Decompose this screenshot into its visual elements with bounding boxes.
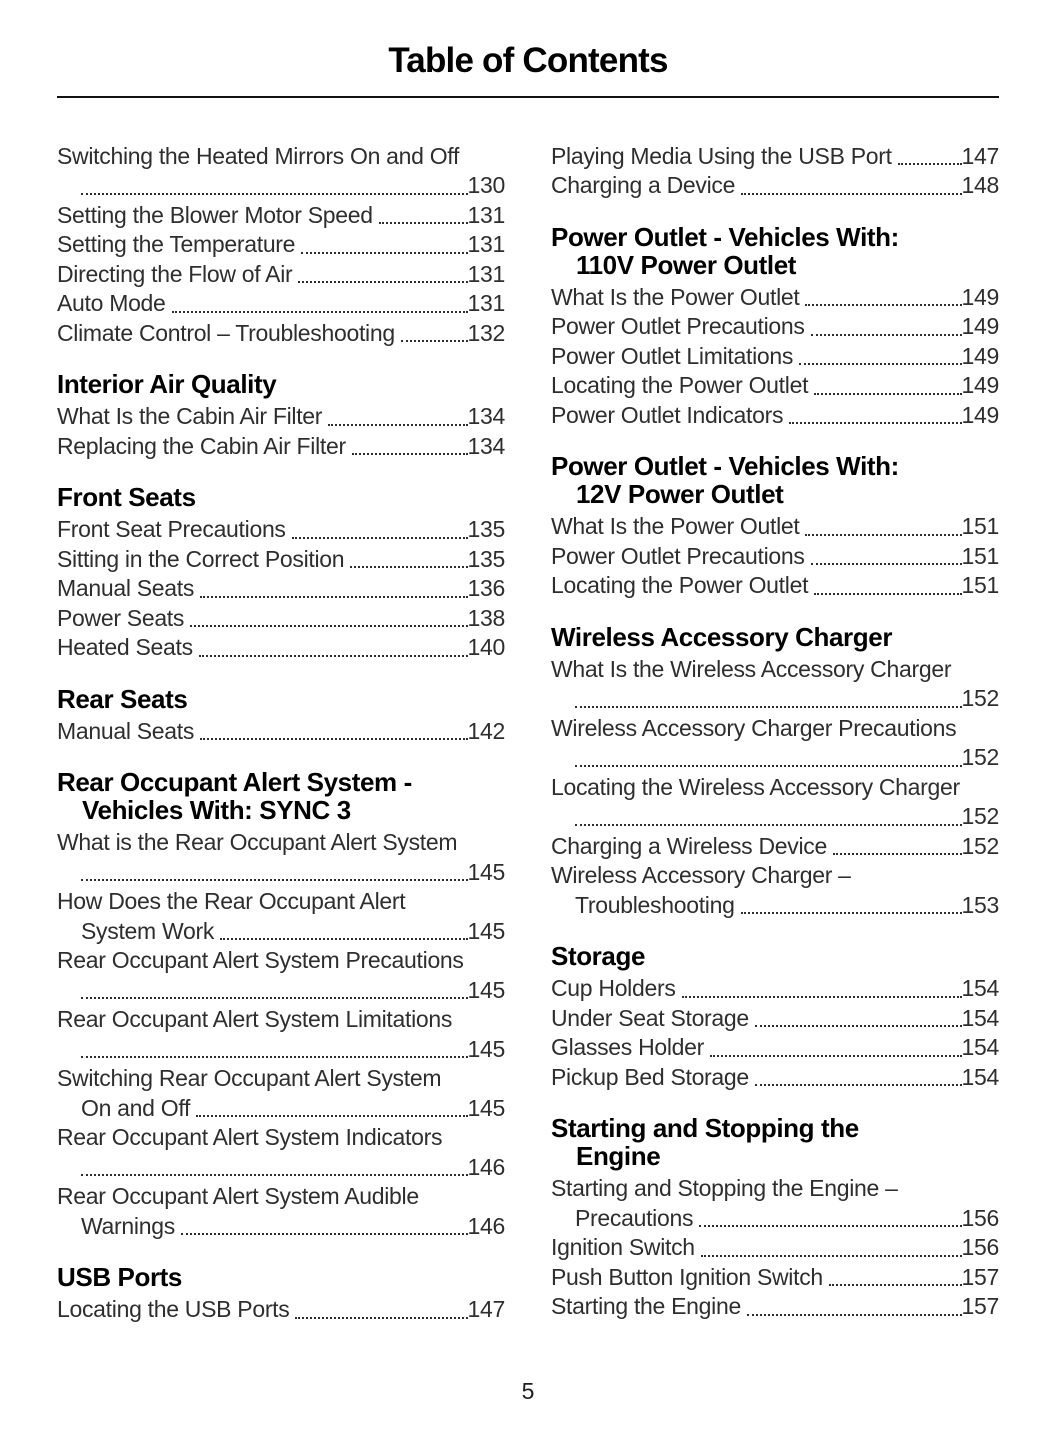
entry-leader-row	[57, 633, 505, 663]
dot-leader	[81, 879, 468, 881]
entry-leader-row	[57, 574, 505, 604]
toc-entry	[57, 201, 505, 231]
header-divider	[57, 96, 999, 98]
entry-page-number: 135	[467, 516, 505, 542]
toc-entry	[57, 545, 505, 575]
entry-title: Power Outlet Precautions	[551, 542, 805, 569]
entry-page-number: 147	[467, 1296, 505, 1322]
entry-leader-row	[57, 1212, 505, 1242]
section-heading-line: Interior Air Quality	[57, 369, 277, 399]
dot-leader	[200, 738, 467, 740]
entry-page-number: 154	[961, 1004, 999, 1031]
entry-title: Manual Seats	[57, 575, 195, 601]
toc-entry	[57, 1295, 505, 1325]
toc-entry	[57, 1182, 505, 1241]
dot-leader	[295, 1317, 467, 1319]
entry-page-number: 152	[961, 832, 999, 859]
entry-leader-row	[57, 230, 505, 260]
entry-title: Starting the Engine	[551, 1293, 741, 1319]
dot-leader	[328, 424, 467, 426]
entry-title: Under Seat Storage	[551, 1004, 749, 1031]
section-heading-line: Power Outlet - Vehicles With:	[551, 221, 899, 252]
entry-page-number: 145	[467, 917, 505, 944]
entry-page-number: 131	[467, 201, 505, 228]
section-heading	[551, 1114, 999, 1170]
toc-entry	[57, 1064, 505, 1123]
toc-entry	[551, 1292, 999, 1322]
dot-leader	[755, 1084, 962, 1086]
dot-leader	[298, 281, 467, 283]
entry-leader-row	[551, 371, 999, 401]
entry-title: Sitting in the Correct Position	[57, 545, 345, 572]
entry-leader-row	[551, 832, 999, 862]
entry-page-number: 131	[467, 290, 505, 316]
entry-title-line: Rear Occupant Alert System Indicators	[57, 1124, 443, 1150]
entry-leader-row	[57, 1094, 505, 1124]
toc-entry	[551, 342, 999, 372]
toc-entry	[57, 260, 505, 290]
entry-title: Locating the Power Outlet	[551, 572, 809, 598]
entry-page-number: 130	[467, 172, 505, 198]
toc-entry	[551, 1063, 999, 1093]
toc-entry	[57, 230, 505, 260]
entry-page-number: 134	[467, 432, 505, 459]
entry-leader-row	[551, 1204, 999, 1234]
entry-page-number: 157	[961, 1293, 999, 1319]
entry-page-number: 152	[961, 685, 999, 711]
entry-leader-row	[57, 717, 505, 747]
entry-page-number: 145	[467, 1094, 505, 1121]
entry-title: Warnings	[81, 1212, 175, 1239]
entry-page-number: 156	[961, 1234, 999, 1260]
section-heading-line: 12V Power Outlet	[576, 479, 784, 509]
entry-leader-row	[57, 319, 505, 349]
dot-leader	[196, 1115, 467, 1117]
dot-leader	[181, 1233, 468, 1235]
toc-section	[551, 623, 999, 921]
entry-leader-row	[57, 289, 505, 319]
toc-entry	[551, 1004, 999, 1034]
toc-section	[551, 223, 999, 431]
section-heading-line: Front Seats	[57, 482, 196, 512]
dot-leader	[575, 765, 962, 767]
entry-title: What Is the Cabin Air Filter	[57, 403, 323, 429]
entry-title-line: How Does the Rear Occupant Alert	[57, 888, 406, 914]
toc-section	[551, 942, 999, 1092]
dot-leader	[379, 222, 468, 224]
entry-title: Pickup Bed Storage	[551, 1063, 749, 1090]
entry-title: Push Button Ignition Switch	[551, 1263, 823, 1290]
dot-leader	[81, 193, 468, 195]
entry-leader-row	[551, 1263, 999, 1293]
section-heading-line: Engine	[576, 1141, 661, 1171]
entry-leader-row	[551, 1233, 999, 1263]
entry-title: Ignition Switch	[551, 1234, 695, 1260]
dot-leader	[814, 393, 961, 395]
toc-entry	[551, 401, 999, 431]
toc-column-1	[57, 142, 505, 1325]
toc-entry	[551, 1174, 999, 1233]
entry-title: Cup Holders	[551, 975, 676, 1001]
entry-page-number: 151	[961, 513, 999, 539]
dot-leader	[81, 1056, 468, 1058]
section-heading	[551, 452, 999, 508]
entry-title: Glasses Holder	[551, 1034, 705, 1060]
toc-entry	[551, 714, 999, 773]
toc-entry	[57, 717, 505, 747]
entry-leader-row	[57, 545, 505, 575]
section-heading	[57, 370, 505, 398]
toc-entry	[57, 1123, 505, 1182]
entry-title: On and Off	[81, 1094, 191, 1121]
entry-title-line: Rear Occupant Alert System Audible	[57, 1183, 419, 1209]
dot-leader	[833, 853, 962, 855]
dot-leader	[814, 593, 961, 595]
entry-page-number: 157	[961, 1263, 999, 1290]
entry-leader-row	[551, 171, 999, 201]
dot-leader	[755, 1025, 962, 1027]
toc-section	[57, 370, 505, 461]
entry-leader-row	[57, 976, 505, 1006]
toc-entry	[551, 861, 999, 920]
entry-leader-row	[551, 1004, 999, 1034]
toc-entry	[551, 655, 999, 714]
dot-leader	[811, 334, 962, 336]
entry-leader-row	[551, 571, 999, 601]
entry-title: Charging a Device	[551, 172, 736, 198]
entry-page-number: 134	[467, 403, 505, 429]
entry-page-number: 145	[467, 976, 505, 1003]
toc-entry	[57, 574, 505, 604]
entry-leader-row	[57, 1153, 505, 1183]
entry-leader-row	[551, 743, 999, 773]
entry-page-number: 152	[961, 744, 999, 770]
section-heading	[57, 768, 505, 824]
section-heading	[551, 623, 999, 651]
toc-section	[57, 1263, 505, 1325]
entry-leader-row	[57, 917, 505, 947]
dot-leader	[401, 340, 468, 342]
entry-title-line: Wireless Accessory Charger Precautions	[551, 714, 957, 741]
page-header	[0, 0, 1056, 81]
dot-leader	[898, 163, 962, 165]
entry-title: Locating the USB Ports	[57, 1296, 290, 1322]
toc-entry	[57, 604, 505, 634]
toc-section	[57, 685, 505, 747]
section-heading-line: 110V Power Outlet	[576, 249, 797, 280]
entry-leader-row	[551, 1063, 999, 1093]
entry-leader-row	[551, 401, 999, 431]
entry-page-number: 149	[961, 342, 999, 369]
entry-page-number: 148	[961, 172, 999, 198]
entry-page-number: 156	[961, 1204, 999, 1231]
dot-leader	[789, 422, 961, 424]
entry-title: Climate Control – Troubleshooting	[57, 319, 395, 346]
toc-entry	[551, 773, 999, 832]
entry-leader-row	[551, 1033, 999, 1063]
toc-column-2	[551, 142, 999, 1325]
section-heading-line: USB Ports	[57, 1262, 182, 1292]
dot-leader	[301, 252, 467, 254]
entry-page-number: 149	[961, 401, 999, 428]
entry-page-number: 135	[467, 545, 505, 572]
dot-leader	[200, 596, 467, 598]
entry-leader-row	[551, 342, 999, 372]
dot-leader	[352, 453, 468, 455]
entry-page-number: 140	[467, 634, 505, 660]
dot-leader	[805, 534, 961, 536]
entry-title-line: Switching Rear Occupant Alert System	[57, 1065, 442, 1091]
toc-entry	[551, 142, 999, 172]
entry-page-number: 145	[467, 1035, 505, 1062]
section-heading	[551, 942, 999, 970]
section-heading	[57, 483, 505, 511]
entry-title: What Is the Power Outlet	[551, 513, 800, 539]
entry-page-number: 145	[467, 858, 505, 885]
entry-page-number: 152	[961, 803, 999, 829]
toc-section	[551, 142, 999, 201]
section-heading-line: Vehicles With: SYNC 3	[82, 795, 351, 825]
entry-leader-row	[551, 802, 999, 832]
entry-page-number: 147	[961, 142, 999, 169]
entry-title: Setting the Blower Motor Speed	[57, 201, 373, 228]
toc-entry	[57, 887, 505, 946]
dot-leader	[741, 912, 962, 914]
entry-page-number: 154	[961, 975, 999, 1001]
entry-title: Power Outlet Limitations	[551, 342, 794, 369]
toc-section	[551, 452, 999, 601]
toc-content	[0, 142, 1056, 1325]
toc-entry	[57, 633, 505, 663]
toc-section	[57, 483, 505, 663]
entry-title: Playing Media Using the USB Port	[551, 142, 892, 169]
dot-leader	[710, 1055, 961, 1057]
toc-entry	[551, 1263, 999, 1293]
entry-title: Power Seats	[57, 604, 185, 631]
entry-title-line: What is the Rear Occupant Alert System	[57, 829, 458, 855]
entry-leader-row	[57, 432, 505, 462]
dot-leader	[829, 1284, 962, 1286]
section-heading-line: Rear Occupant Alert System -	[57, 767, 412, 797]
toc-entry	[551, 974, 999, 1004]
toc-section	[551, 1114, 999, 1322]
entry-title: Precautions	[575, 1204, 694, 1231]
dot-leader	[799, 363, 961, 365]
dot-leader	[190, 625, 467, 627]
toc-entry	[551, 312, 999, 342]
dot-leader	[575, 824, 962, 826]
dot-leader	[81, 997, 468, 999]
entry-title-line: Wireless Accessory Charger –	[551, 862, 851, 888]
section-heading	[57, 1263, 505, 1291]
toc-entry	[551, 1033, 999, 1063]
toc-entry	[57, 946, 505, 1005]
entry-title: Troubleshooting	[575, 891, 735, 918]
entry-page-number: 149	[961, 313, 999, 339]
toc-entry	[551, 832, 999, 862]
toc-section	[57, 768, 505, 1241]
entry-page-number: 138	[467, 604, 505, 631]
section-heading	[551, 223, 999, 279]
dot-leader	[172, 311, 468, 313]
entry-leader-row	[551, 312, 999, 342]
entry-title: Power Outlet Precautions	[551, 313, 805, 339]
entry-title: Manual Seats	[57, 717, 195, 744]
entry-leader-row	[551, 512, 999, 542]
dot-leader	[741, 193, 961, 195]
dot-leader	[220, 938, 468, 940]
entry-title-line: Switching the Heated Mirrors On and Off	[57, 142, 460, 169]
entry-page-number: 132	[467, 319, 505, 346]
toc-entry	[57, 515, 505, 545]
entry-leader-row	[551, 142, 999, 172]
page-title: Table of Contents	[388, 41, 668, 80]
entry-title: Locating the Power Outlet	[551, 372, 809, 398]
entry-page-number: 154	[961, 1063, 999, 1090]
entry-title: Power Outlet Indicators	[551, 401, 784, 428]
footer-page-number: 5	[521, 1378, 535, 1404]
toc-entry	[551, 542, 999, 572]
entry-title-line: Rear Occupant Alert System Precautions	[57, 947, 464, 973]
entry-page-number: 146	[467, 1212, 505, 1239]
toc-entry	[57, 289, 505, 319]
toc-entry	[551, 512, 999, 542]
dot-leader	[575, 706, 962, 708]
section-heading	[57, 685, 505, 713]
entry-page-number: 151	[961, 572, 999, 598]
entry-title: Heated Seats	[57, 634, 193, 660]
entry-leader-row	[551, 283, 999, 313]
entry-leader-row	[57, 604, 505, 634]
entry-leader-row	[57, 201, 505, 231]
toc-entry	[57, 432, 505, 462]
entry-leader-row	[57, 402, 505, 432]
toc-section	[57, 142, 505, 349]
section-heading-line: Rear Seats	[57, 683, 188, 714]
dot-leader	[747, 1314, 962, 1316]
entry-page-number: 136	[467, 575, 505, 601]
dot-leader	[81, 1174, 468, 1176]
entry-title: Front Seat Precautions	[57, 516, 286, 542]
dot-leader	[350, 566, 467, 568]
entry-leader-row	[57, 1035, 505, 1065]
dot-leader	[292, 537, 468, 539]
entry-page-number: 151	[961, 542, 999, 569]
entry-page-number: 142	[467, 717, 505, 744]
entry-leader-row	[57, 858, 505, 888]
entry-page-number: 153	[961, 891, 999, 918]
entry-page-number: 146	[467, 1153, 505, 1180]
entry-leader-row	[57, 515, 505, 545]
entry-title: System Work	[81, 917, 215, 944]
toc-entry	[551, 283, 999, 313]
entry-page-number: 131	[467, 231, 505, 257]
entry-title: What Is the Power Outlet	[551, 283, 800, 310]
entry-title: Charging a Wireless Device	[551, 832, 827, 859]
section-heading-line: Storage	[551, 941, 646, 971]
dot-leader	[699, 1225, 961, 1227]
toc-entry	[57, 402, 505, 432]
entry-title-line: Rear Occupant Alert System Limitations	[57, 1006, 453, 1032]
section-heading-line: Starting and Stopping the	[551, 1113, 859, 1143]
toc-entry	[551, 1233, 999, 1263]
entry-title-line: Locating the Wireless Accessory Charger	[551, 773, 960, 800]
entry-page-number: 154	[961, 1034, 999, 1060]
entry-leader-row	[551, 1292, 999, 1322]
entry-leader-row	[551, 684, 999, 714]
entry-page-number: 149	[961, 283, 999, 310]
entry-title: Auto Mode	[57, 290, 166, 316]
entry-title: Directing the Flow of Air	[57, 260, 293, 287]
entry-title-line: Starting and Stopping the Engine –	[551, 1175, 898, 1201]
dot-leader	[682, 996, 962, 998]
section-heading-line: Power Outlet - Vehicles With:	[551, 451, 899, 481]
entry-title: Setting the Temperature	[57, 231, 296, 257]
dot-leader	[805, 304, 961, 306]
toc-entry	[551, 171, 999, 201]
toc-entry	[57, 142, 505, 201]
toc-entry	[57, 319, 505, 349]
entry-leader-row	[551, 974, 999, 1004]
entry-page-number: 131	[467, 260, 505, 287]
dot-leader	[701, 1255, 962, 1257]
entry-leader-row	[57, 260, 505, 290]
toc-entry	[57, 828, 505, 887]
dot-leader	[199, 655, 468, 657]
entry-page-number: 149	[961, 372, 999, 398]
entry-leader-row	[551, 542, 999, 572]
entry-leader-row	[57, 1295, 505, 1325]
dot-leader	[811, 563, 962, 565]
entry-title: Replacing the Cabin Air Filter	[57, 432, 346, 459]
entry-leader-row	[551, 891, 999, 921]
toc-entry	[57, 1005, 505, 1064]
entry-title-line: What Is the Wireless Accessory Charger	[551, 655, 952, 682]
toc-entry	[551, 571, 999, 601]
section-heading-line: Wireless Accessory Charger	[551, 621, 893, 652]
entry-leader-row	[57, 171, 505, 201]
toc-entry	[551, 371, 999, 401]
